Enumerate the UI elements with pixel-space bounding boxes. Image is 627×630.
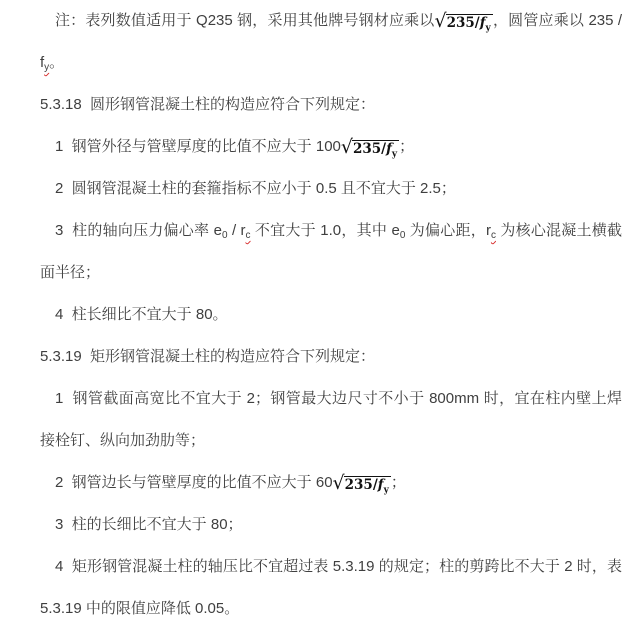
note-paragraph: [40, 0, 622, 84]
sqrt-235-over-fy-formula: [332, 472, 391, 496]
subscript-spellcheck-squiggle: c: [245, 230, 251, 241]
text-run: 为核心混凝土横截面半径；: [40, 222, 622, 281]
subscript-spellcheck-squiggle: c: [490, 230, 496, 241]
radical-sign-icon: √: [340, 136, 352, 158]
radical-sign-icon: √: [332, 472, 344, 494]
subscript: 0: [399, 230, 406, 241]
clause-5-3-18-item-4: [40, 294, 622, 336]
subscript: 0: [222, 230, 228, 241]
text-run: 5.3.18 圆形钢管混凝土柱的构造应符合下列规定：: [40, 96, 376, 113]
text-run: / r: [227, 222, 246, 239]
text-run: ；: [399, 138, 415, 155]
text-run: 2 钢管边长与管壁厚度的比值不应大于 60: [55, 474, 333, 491]
text-run: 4 柱长细比不宜大于 80。: [55, 306, 228, 323]
clause-5-3-18-item-1: [40, 126, 622, 168]
text-run: 。: [49, 54, 65, 71]
text-run: 3 柱的长细比不宜大于 80；: [55, 516, 243, 533]
clause-5-3-18-item-2: [40, 168, 622, 210]
clause-5-3-18-heading: [40, 84, 622, 126]
radicand: $235/f_y$: [446, 15, 491, 34]
text-run: 4 矩形钢管混凝土柱的轴压比不宜超过表 5.3.19 的规定；柱的剪跨比不大于 2 时，表 5.3.19 中的限值应降低 0.05。: [40, 558, 622, 617]
text-run: 3 柱的轴向压力偏心率 e: [55, 222, 222, 239]
radicand: $235/f_y$: [344, 477, 389, 496]
clause-5-3-19-item-3: [40, 504, 622, 546]
subscript-spellcheck-squiggle: y: [44, 62, 50, 73]
radical-sign-icon: √: [434, 10, 446, 32]
clause-5-3-19-item-2: [40, 462, 622, 504]
text-run: 1 钢管外径与管壁厚度的比值不应大于 100: [55, 138, 341, 155]
text-run: ，圆管应乘以 235 / f: [40, 12, 622, 71]
text-run: ；: [390, 474, 406, 491]
clause-5-3-19-item-4: [40, 546, 622, 630]
radicand: $235/f_y$: [352, 141, 398, 160]
clause-5-3-19-heading: [40, 336, 622, 378]
text-run: 为偏心距，r: [405, 222, 491, 239]
text-run: 不宜大于 1.0，其中 e: [250, 222, 400, 239]
text-run: 2 圆钢管混凝土柱的套箍指标不应小于 0.5 且不宜大于 2.5；: [55, 180, 456, 197]
clause-5-3-18-item-3: [40, 210, 622, 294]
clause-5-3-19-item-1: [40, 378, 622, 462]
text-run: 1 钢管截面高宽比不宜大于 2；钢管最大边尺寸不小于 800mm 时，宜在柱内壁上焊接栓钉、纵向加劲肋等；: [40, 390, 622, 449]
sqrt-235-over-fy-formula: [340, 136, 399, 160]
text-run: 5.3.19 矩形钢管混凝土柱的构造应符合下列规定：: [40, 348, 376, 365]
sqrt-235-over-fy-formula: [434, 10, 493, 34]
text-run: 注：表列数值适用于 Q235 钢，采用其他牌号钢材应乘以: [55, 12, 435, 29]
